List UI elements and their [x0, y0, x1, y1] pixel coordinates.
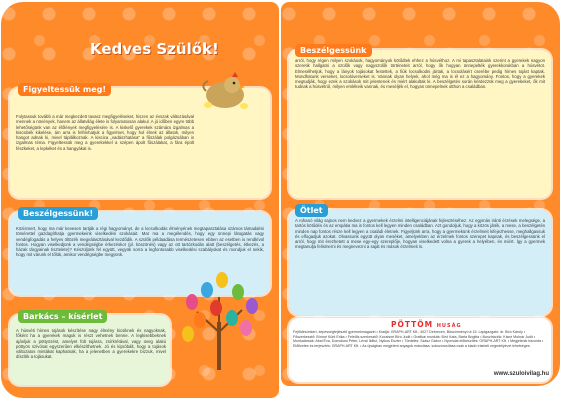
credits-text: Fejlődésünkért, képességfejlesztő gyermekmagazin • Kiadja: GRAPH-ART Kft., 4027 Debrecen, Böszörményi út 15. Lapigazgató: dr. Bíró Károly • Főszerkesztő: Bíróné Kürti Erika • Felelős szerkesztő: Kocsisné Bíró Judit • Grafikai munkák: Bíró Kata, Barta Brigitta • Illusztrációk: Kisné Molnár Judit • Munkatársak: Abai Éva, Domokosi Péter, Lévai Ildikó, Nyikos Eszter • Tördelés: Szász Gábor • Nyomdai előkészítés: GRAPH-ART Kft. • Megjelenik havonta • Előfizetés és terjesztés: GRAPH-ART Kft. • Az újságban megjelent anyagok másolása, sokszorosítása csak a kiadó írásbeli engedélyével lehetséges.: [293, 330, 544, 348]
logo-suffix: HUSÁG: [436, 323, 462, 329]
hen-icon: [196, 65, 254, 111]
logo-text: PÖTTÖM: [391, 320, 434, 329]
craft-label: Barkács – kísérlet: [18, 310, 107, 323]
craft-text: A húsvéti hímes tojások készítése nagy élmény kicsiknek és nagyoknak, főként ha a gyerekek maguk is részt vehetnek benne. A legkisebbeknek ajánljuk a pöttyözést, amelyet fült tojásra, zsírkrétával, vagy üveg alakú pöttyös szívósat egyszerűen elkészíthetnek. Jó és kipróbált, hogy a tojások változatos mintákat kaphatnak, ha a jelenetben a gyerekekre bízzuk, mivel díszítik a tojásukat.: [16, 328, 166, 360]
page-title: Kedves Szülők!: [90, 40, 219, 58]
right-page: [281, 0, 561, 400]
idea-text: A rohanó világ sajnos nem kedvez a gyermekek érzelmi intelligenciájának fejlesztéséhez. Az egymás iránti érzések melegsége, a tartós kötődés és az empátia ma is fontos kell legyen minden családban. Azt gondoljuk, hogy a közös játék, a mese, a beszélgetés minden nap fontos része kell legyen a családi életnek. Figyeljünk arra, hogy a gyermekünk érzelmeit kifejezhesse, meghallgassuk és elfogadjuk azokat. Olvassunk együtt olyan meséket, amelyekben az érzelmek fontos szerepet kapnak, és beszélgessünk el arról, hogy mit érezhetett a mese egy-egy szereplője, hogyan viselkedett volna a gyerek a helyében, és miért. Így a gyermek megtanulja felismerni és megnevezni a saját és mások érzelmeit is.: [295, 218, 545, 250]
right-talk-text: arról, hogy régen milyen szokások, hagyományok kötődtek ehhez a húsvéthoz. A mi tapasztalataink szerint a gyerekek nagyon szeretik hallgatni a szülők vagy nagyszülők történeteit arról, hogy ők hogyan ünnepelték gyerekkorukban a húsvétot. Elmesélhetjük, hogy a lányok tojásokat festettek, a fiúk locsolkodni jártak, a locsolásért cserébe pedig hímes tojást kaptak. Mondhatunk verseket, locsolóverseket is. Vannak olyan helyek, ahol még ma is él ez a hagyomány. Fontos, hogy a gyerekek megtudják, hogy ezek a szokások mit jelentenek és miért alakultak ki. A beszélgetés során kérdezzük meg a gyerekeket, ők mit tudnak a húsvétról, milyen emlékeik vannak, és meséljék el, hogyan ünnepelnek otthon a családban.: [295, 58, 545, 90]
observe-label: Figyeltessük meg!: [18, 83, 111, 96]
idea-label: Ötlet: [295, 204, 328, 217]
easter-egg-tree-icon: [172, 262, 267, 372]
website-link[interactable]: www.szuloivilag.hu: [493, 371, 549, 377]
talk-text: Közismert, hogy ma már kevesen tartják a régi hagyományt, de a locsolkodás élményének megtapasztalása számos támadalmi tömérettel gazdagíthatja gyermekeink viselkedési szokásait. Mar ma a megélendés, hogy egy ünnepi látogatás vagy vendégfogadás a helyes öltözék megválasztásával kezdődik. A szülők példaadása természetesen ebben az esetben is rendkívül fontos. Hogyan viselkedjünk a vendégségbe érkezéskor (pl. köszönés) vagy az ott tartózkodás alatt (beszélgetés, étkezés, a házak tárgyainak tisztelete)? Készüljünk fel együtt, vegyük sorra a legfontosabb viselkedési szabályokat és mondjuk el nekik, hogy mit várunk el tőlük, amikor vendégségbe megyünk.: [16, 226, 264, 258]
right-talk-label: Beszélgessünk: [295, 44, 372, 57]
talk-label: Beszélgessünk!: [18, 207, 98, 220]
magazine-logo: [391, 320, 462, 329]
observe-text: Folytassuk tovább a már megkezdett tavasz megfigyeléseket, hiszen az évszak változásával mennek a növények, hanem az állatvilág élete is folyamatosan alakul. A jó időben egyre több lehetőségünk van az élőlények megfigyelésére is. A kiskelő gyerekek számára izgalmas a kiscsibék kikelése, ám arra is felhívhatjuk a figyelmet, hogy hol élnek az állatok, milyen hangot adnak ki, mivel táplálkoznak. A kiscica „vadászhatása" a fűszálak polgázsában is izgalmas téma. Figyeltessük meg a gyerekekkel a szépen ápolt fűszálakat, a fára épült fészkeket, a lepkéket és a hangyákat is.: [16, 114, 194, 151]
